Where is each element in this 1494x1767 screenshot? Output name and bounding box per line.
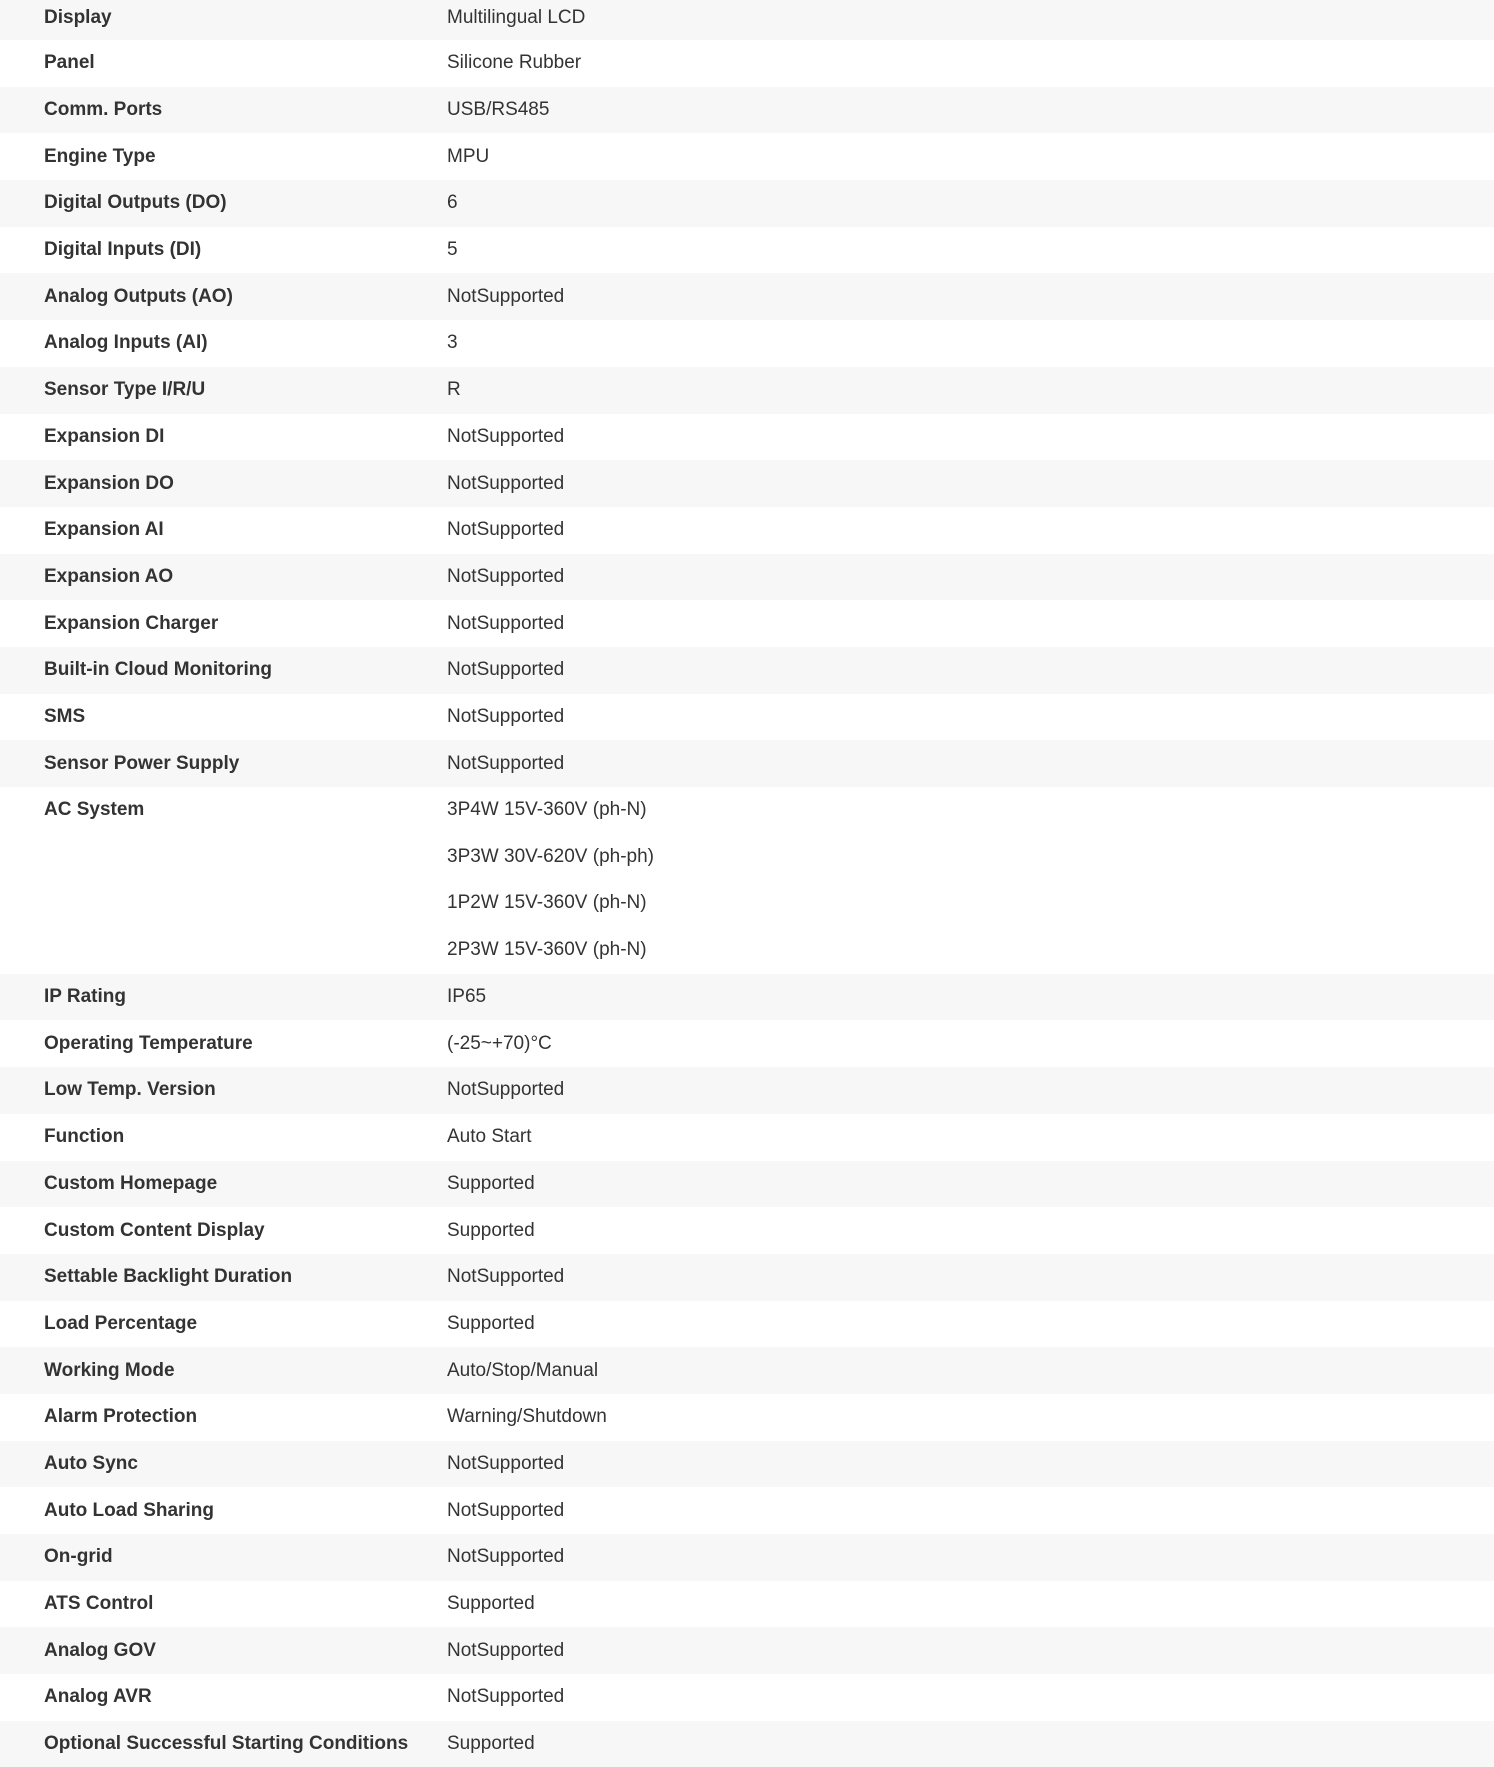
spec-value: Multilingual LCD	[447, 0, 1494, 40]
spec-row	[0, 1161, 1494, 1208]
spec-value-line: 3P3W 30V-620V (ph-ph)	[447, 845, 655, 867]
spec-value: MPU	[447, 133, 1494, 180]
spec-row	[0, 1347, 1494, 1394]
spec-row	[0, 974, 1494, 1021]
spec-row	[0, 1020, 1494, 1067]
spec-row	[0, 1534, 1494, 1581]
spec-value: USB/RS485	[447, 87, 1494, 134]
spec-value: Supported	[447, 1301, 1494, 1348]
spec-value: Auto Start	[447, 1114, 1494, 1161]
spec-label: Alarm Protection	[0, 1394, 447, 1441]
spec-row	[0, 1114, 1494, 1161]
spec-row	[0, 460, 1494, 507]
spec-label: On-grid	[0, 1534, 447, 1581]
spec-label: Sensor Power Supply	[0, 740, 447, 787]
spec-label: AC System	[0, 787, 447, 974]
spec-value-line: 1P2W 15V-360V (ph-N)	[447, 892, 647, 914]
spec-row-multi	[0, 787, 1494, 974]
spec-label: Low Temp. Version	[0, 1067, 447, 1114]
spec-label: Analog Outputs (AO)	[0, 273, 447, 320]
spec-value: NotSupported	[447, 647, 1494, 694]
spec-label: Display	[0, 0, 447, 40]
spec-value: NotSupported	[447, 1534, 1494, 1581]
spec-value: NotSupported	[447, 740, 1494, 787]
spec-value: 3	[447, 320, 1494, 367]
spec-row	[0, 1674, 1494, 1721]
spec-label: Function	[0, 1114, 447, 1161]
spec-value: 5	[447, 227, 1494, 274]
spec-label: Working Mode	[0, 1347, 447, 1394]
spec-value: NotSupported	[447, 1441, 1494, 1488]
spec-row	[0, 273, 1494, 320]
spec-row	[0, 227, 1494, 274]
spec-row	[0, 1441, 1494, 1488]
spec-value: NotSupported	[447, 694, 1494, 741]
spec-label: Built-in Cloud Monitoring	[0, 647, 447, 694]
spec-value: R	[447, 367, 1494, 414]
spec-row	[0, 1067, 1494, 1114]
spec-value: NotSupported	[447, 414, 1494, 461]
spec-row	[0, 740, 1494, 787]
spec-label: Comm. Ports	[0, 87, 447, 134]
spec-label: IP Rating	[0, 974, 447, 1021]
spec-row	[0, 1627, 1494, 1674]
spec-value: NotSupported	[447, 1627, 1494, 1674]
spec-row	[0, 507, 1494, 554]
spec-row	[0, 180, 1494, 227]
spec-value: (-25~+70)°C	[447, 1020, 1494, 1067]
spec-value: Auto/Stop/Manual	[447, 1347, 1494, 1394]
spec-label: Analog GOV	[0, 1627, 447, 1674]
spec-label: Auto Load Sharing	[0, 1487, 447, 1534]
spec-value: NotSupported	[447, 507, 1494, 554]
spec-row	[0, 40, 1494, 87]
spec-value-line: 3P4W 15V-360V (ph-N)	[447, 799, 647, 820]
spec-label: Custom Homepage	[0, 1161, 447, 1208]
spec-value: Warning/Shutdown	[447, 1394, 1494, 1441]
spec-value: NotSupported	[447, 1254, 1494, 1301]
spec-row	[0, 1394, 1494, 1441]
spec-label: Panel	[0, 40, 447, 87]
spec-label: Operating Temperature	[0, 1020, 447, 1067]
spec-label: Load Percentage	[0, 1301, 447, 1348]
spec-row	[0, 694, 1494, 741]
spec-label: Custom Content Display	[0, 1207, 447, 1254]
spec-label: Expansion DI	[0, 414, 447, 461]
spec-row	[0, 1254, 1494, 1301]
spec-label: Settable Backlight Duration	[0, 1254, 447, 1301]
spec-row	[0, 647, 1494, 694]
spec-row	[0, 554, 1494, 601]
spec-value: Supported	[447, 1161, 1494, 1208]
spec-row	[0, 87, 1494, 134]
spec-label: Digital Outputs (DO)	[0, 180, 447, 227]
spec-row	[0, 1721, 1494, 1767]
spec-label: ATS Control	[0, 1581, 447, 1628]
spec-label: Analog Inputs (AI)	[0, 320, 447, 367]
spec-row	[0, 1207, 1494, 1254]
spec-label: Expansion Charger	[0, 600, 447, 647]
spec-row	[0, 1487, 1494, 1534]
spec-label: Digital Inputs (DI)	[0, 227, 447, 274]
spec-value: NotSupported	[447, 273, 1494, 320]
spec-row	[0, 600, 1494, 647]
spec-value: Supported	[447, 1207, 1494, 1254]
spec-value: IP65	[447, 974, 1494, 1021]
spec-value: NotSupported	[447, 554, 1494, 601]
spec-row	[0, 320, 1494, 367]
spec-value: NotSupported	[447, 600, 1494, 647]
spec-value-line: 2P3W 15V-360V (ph-N)	[447, 939, 647, 961]
spec-label: SMS	[0, 694, 447, 741]
spec-value: Supported	[447, 1721, 1494, 1767]
spec-label: Optional Successful Starting Conditions	[0, 1721, 447, 1767]
spec-label: Expansion DO	[0, 460, 447, 507]
spec-value-list	[447, 787, 1494, 974]
spec-label: Engine Type	[0, 133, 447, 180]
spec-label: Sensor Type I/R/U	[0, 367, 447, 414]
spec-row	[0, 0, 1494, 40]
spec-value: NotSupported	[447, 1067, 1494, 1114]
spec-row	[0, 133, 1494, 180]
spec-value: Silicone Rubber	[447, 40, 1494, 87]
spec-label: Expansion AI	[0, 507, 447, 554]
spec-value: Supported	[447, 1581, 1494, 1628]
spec-row	[0, 1301, 1494, 1348]
spec-value: NotSupported	[447, 460, 1494, 507]
spec-value: 6	[447, 180, 1494, 227]
spec-value: NotSupported	[447, 1487, 1494, 1534]
spec-row	[0, 414, 1494, 461]
spec-row	[0, 1581, 1494, 1628]
spec-label: Analog AVR	[0, 1674, 447, 1721]
spec-row	[0, 367, 1494, 414]
spec-label: Expansion AO	[0, 554, 447, 601]
spec-label: Auto Sync	[0, 1441, 447, 1488]
spec-value: NotSupported	[447, 1674, 1494, 1721]
